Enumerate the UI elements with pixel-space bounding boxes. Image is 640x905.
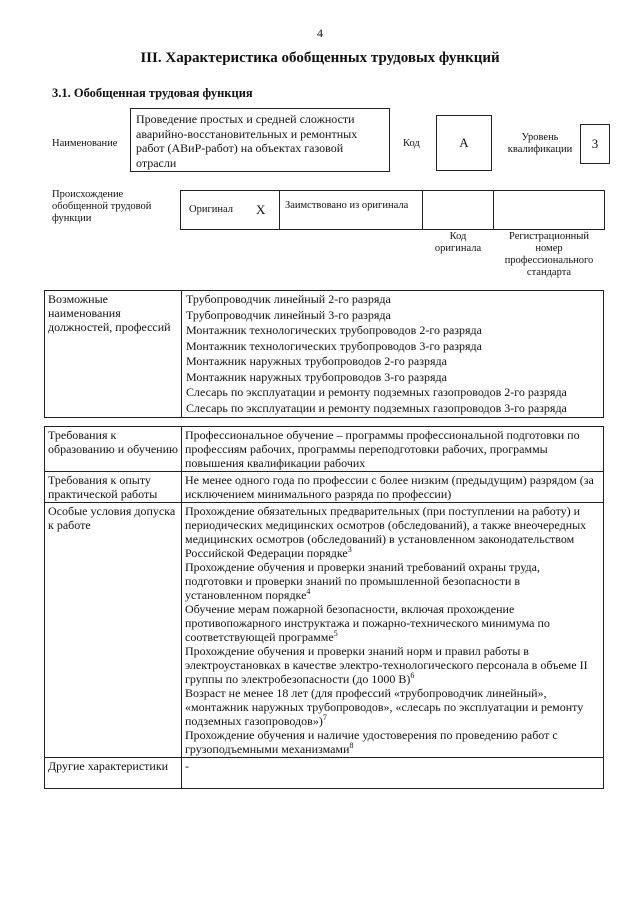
position-item: Монтажник наружных трубопроводов 2-го разряда	[186, 354, 447, 368]
experience-label: Требования к опыту практической работы	[45, 472, 182, 503]
special-item: Прохождение обучения и проверки знаний норм и правил работы в электроустановках в качестве электро-технологического персонала в объеме II группы по электробезопасности (до 1000 В)$^6$	[185, 644, 588, 686]
borrowed-label: Заимствовано из оригинала	[285, 200, 409, 211]
origin-label: Происхождение обобщенной трудовой функции	[52, 189, 152, 224]
special-item: Прохождение обучения и наличие удостоверения по проведению работ с грузоподъемными механизмами$^8$	[185, 728, 558, 756]
position-item: Слесарь по эксплуатации и ремонту подземных газопроводов 3-го разряда	[186, 400, 567, 415]
special-conditions	[182, 503, 604, 758]
requirements-table	[44, 426, 604, 789]
original-label: Оригинал	[189, 204, 233, 215]
special-item: Прохождение обучения и проверки знаний требований охраны труда, подготовки и проверки знаний по промышленной безопасности в установленном порядке$^4$	[185, 560, 540, 602]
position-item: Трубопроводчик линейный 3-го разряда	[186, 307, 391, 322]
positions-label: Возможные наименования должностей, профессий	[45, 291, 182, 418]
section-title: III. Характеристика обобщенных трудовых функций	[140, 50, 500, 66]
subsection-title: 3.1. Обобщенная трудовая функция	[52, 86, 253, 100]
special-item: Прохождение обязательных предварительных (при поступлении на работу) и периодических медицинских осмотров (обследований), а также внеочередных медицинских осмотров (обследований) в установленном законодательством Российской Федерации порядке$^3$	[185, 504, 587, 560]
position-item: Монтажник технологических трубопроводов 3-го разряда	[186, 338, 482, 353]
origin-reg-cell	[493, 190, 605, 230]
special-item: Обучение мерам пожарной безопасности, включая прохождение противопожарного инструктажа и пожарно-технического минимума по соответствующей программе$^5$	[185, 602, 550, 644]
special-label: Особые условия допуска к работе	[45, 503, 182, 758]
name-label: Наименование	[52, 138, 118, 149]
position-item: Монтажник наружных трубопроводов 3-го разряда	[186, 369, 447, 384]
education-value: Профессиональное обучение – программы профессиональной подготовки по профессиям рабочих, программы переподготовки рабочих, программы повышения квалификации рабочих	[182, 427, 604, 472]
other-value: -	[182, 758, 604, 789]
other-label: Другие характеристики	[45, 758, 182, 789]
origin-code-caption: Код оригинала	[434, 231, 482, 254]
positions-list	[182, 291, 604, 418]
position-item: Слесарь по эксплуатации и ремонту подземных газопроводов 2-го разряда	[186, 385, 567, 399]
level-value: 3	[580, 124, 610, 164]
experience-value: Не менее одного года по профессии с более низким (предыдущим) разрядом (за исключением минимального разряда по профессии)	[182, 472, 604, 503]
positions-table	[44, 290, 604, 418]
origin-borrowed-cell	[279, 190, 423, 230]
name-value: Проведение простых и средней сложности аварийно-восстановительных и ремонтных работ (АВиР-работ) на объектах газовой отрасли	[130, 108, 390, 172]
origin-code-cell	[422, 190, 494, 230]
level-label: Уровень квалификации	[507, 132, 573, 155]
position-item: Монтажник технологических трубопроводов 2-го разряда	[186, 323, 482, 337]
special-item: Возраст не менее 18 лет (для профессий «трубопроводчик линейный», «монтажник наружных трубопроводов», «слесарь по эксплуатации и ремонту подземных газопроводов»)$^7$	[185, 686, 584, 728]
origin-reg-caption: Регистрационный номер профессионального стандарта	[504, 231, 594, 278]
code-value: A	[436, 115, 492, 171]
code-label: Код	[403, 138, 420, 149]
page-number: 4	[317, 26, 323, 40]
education-label: Требования к образованию и обучению	[45, 427, 182, 472]
original-mark: X	[256, 202, 266, 217]
position-item: Трубопроводчик линейный 2-го разряда	[186, 292, 391, 306]
origin-original-cell	[180, 190, 280, 230]
